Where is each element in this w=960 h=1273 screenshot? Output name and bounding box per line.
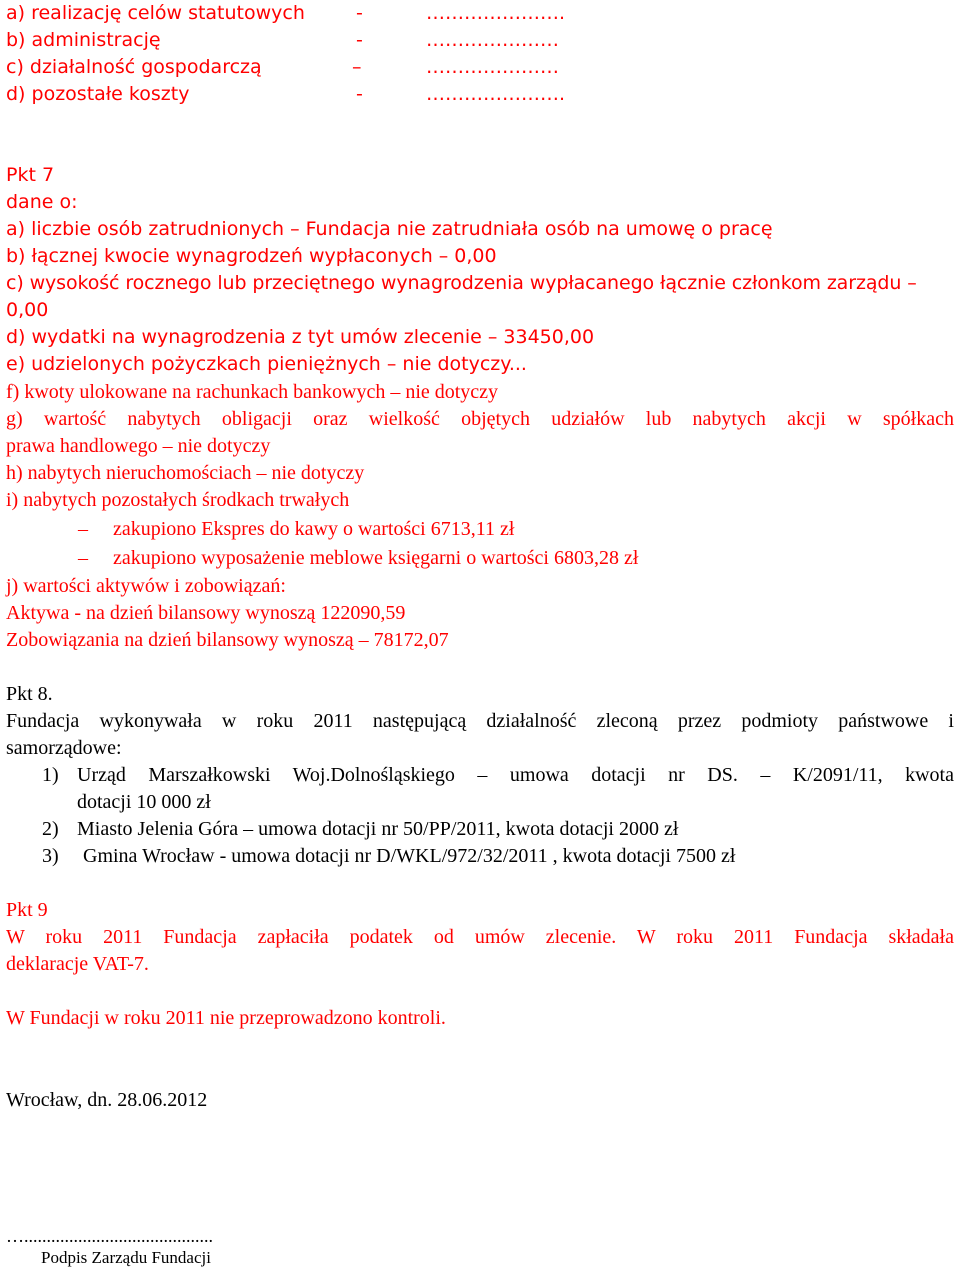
i-item-2-bullet: – bbox=[78, 547, 88, 569]
pkt7-item-c-text: c) wysokość rocznego lub przeciętnego wynagrodzenia wypłacanego łącznie członkom zarządu – bbox=[6, 272, 917, 294]
pkt8-item-3-line1: Gmina Wrocław - umowa dotacji nr D/WKL/972/32/2011 , kwota dotacji 7500 zł bbox=[83, 845, 736, 867]
cost-row-a-dash: - bbox=[356, 2, 363, 24]
pkt7-heading: Pkt 7 bbox=[6, 164, 55, 186]
cost-row-a-label: a) realizację celów statutowych bbox=[6, 2, 305, 24]
pkt8-item-1-line1: Urząd Marszałkowski Woj.Dolnośląskiego – umowa dotacji nr DS. – K/2091/11, kwota bbox=[77, 764, 954, 786]
pkt8-intro-line1: Fundacja wykonywała w roku 2011 następującą działalność zleconą przez podmioty państwowe i bbox=[6, 710, 954, 732]
pkt7-item-d: d) wydatki na wynagrodzenia z tyt umów zlecenie – 33450,00 bbox=[6, 326, 595, 348]
aktywa-line: Aktywa - na dzień bilansowy wynoszą 122090,59 bbox=[6, 602, 406, 624]
pkt7-item-c-line1 bbox=[6, 271, 954, 295]
pkt8-item-2-line1: Miasto Jelenia Góra – umowa dotacji nr 50/PP/2011, kwota dotacji 2000 zł bbox=[77, 818, 679, 840]
pkt7-item-c-line2: 0,00 bbox=[6, 299, 49, 321]
zobowiazania-line: Zobowiązania na dzień bilansowy wynoszą – 78172,07 bbox=[6, 629, 449, 651]
cost-row-b-label: b) administrację bbox=[6, 29, 161, 51]
pkt9-line1: W roku 2011 Fundacja zapłaciła podatek od umów zlecenie. W roku 2011 Fundacja składała bbox=[6, 926, 954, 948]
cost-row-c-dash: – bbox=[352, 56, 362, 78]
cost-row-b-dots: ………………… bbox=[426, 29, 559, 51]
pkt7-item-g-line2: prawa handlowego – nie dotyczy bbox=[6, 435, 271, 457]
pkt8-item-1-num: 1) bbox=[42, 764, 59, 786]
i-item-2-text: zakupiono wyposażenie meblowe księgarni o wartości 6803,28 zł bbox=[113, 547, 639, 569]
pkt7-item-h: h) nabytych nieruchomościach – nie dotyczy bbox=[6, 462, 365, 484]
cost-row-d-dash: - bbox=[356, 83, 363, 105]
pkt8-item-2-num: 2) bbox=[42, 818, 59, 840]
pkt7-item-f: f) kwoty ulokowane na rachunkach bankowych – nie dotyczy bbox=[6, 381, 499, 403]
signature-dots: ….......................................... bbox=[6, 1226, 213, 1246]
pkt7-item-g-line1: g) wartość nabytych obligacji oraz wielkość objętych udziałów lub nabytych akcji w spółkach bbox=[6, 408, 954, 430]
pkt9-line2: deklaracje VAT-7. bbox=[6, 953, 149, 975]
cost-row-d-label: d) pozostałe koszty bbox=[6, 83, 190, 105]
pkt8-item-3-num: 3) bbox=[42, 845, 59, 867]
pkt7-intro: dane o: bbox=[6, 191, 78, 213]
kontrola-line: W Fundacji w roku 2011 nie przeprowadzono kontroli. bbox=[6, 1007, 446, 1029]
i-item-1-text: zakupiono Ekspres do kawy o wartości 6713,11 zł bbox=[113, 518, 515, 540]
cost-row-c-label: c) działalność gospodarczą bbox=[6, 56, 262, 78]
pkt7-item-i: i) nabytych pozostałych środkach trwałych bbox=[6, 489, 350, 511]
pkt7-item-a: a) liczbie osób zatrudnionych – Fundacja nie zatrudniała osób na umowę o pracę bbox=[6, 218, 773, 240]
cost-row-c-dots: ………………… bbox=[426, 56, 559, 78]
pkt8-item-1-line2: dotacji 10 000 zł bbox=[77, 791, 211, 813]
place-date: Wrocław, dn. 28.06.2012 bbox=[6, 1089, 208, 1111]
pkt8-intro-line2: samorządowe: bbox=[6, 737, 122, 759]
cost-row-d-dots: …………………. bbox=[426, 83, 566, 105]
signature-label: Podpis Zarządu Fundacji bbox=[41, 1248, 211, 1267]
pkt9-heading: Pkt 9 bbox=[6, 899, 48, 921]
pkt7-item-b: b) łącznej kwocie wynagrodzeń wypłaconych – 0,00 bbox=[6, 245, 497, 267]
cost-row-b-dash: - bbox=[356, 29, 363, 51]
pkt8-heading: Pkt 8. bbox=[6, 683, 53, 705]
i-item-1-bullet: – bbox=[78, 518, 88, 540]
pkt7-item-j: j) wartości aktywów i zobowiązań: bbox=[6, 575, 286, 597]
pkt7-item-e: e) udzielonych pożyczkach pieniężnych – nie dotyczy... bbox=[6, 353, 527, 375]
cost-row-a-dots: …………………. bbox=[426, 2, 566, 24]
